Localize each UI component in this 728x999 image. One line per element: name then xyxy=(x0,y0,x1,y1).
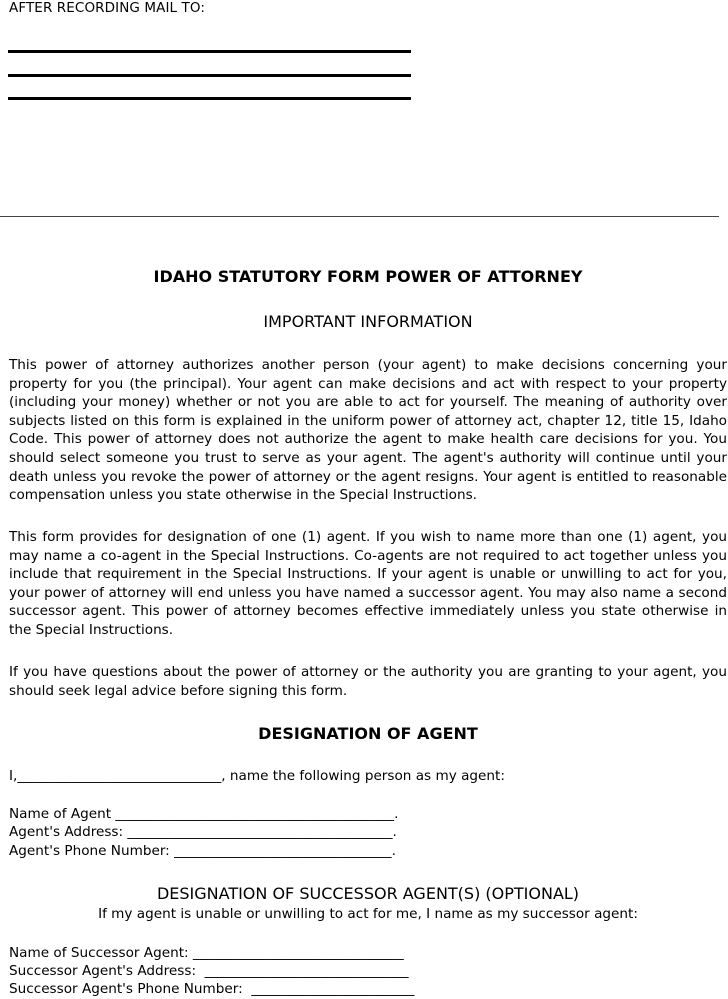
agent-phone-field[interactable]: Agent's Phone Number: ________________________________. xyxy=(9,843,396,859)
document-title: IDAHO STATUTORY FORM POWER OF ATTORNEY xyxy=(153,267,583,286)
important-information-heading: IMPORTANT INFORMATION xyxy=(263,312,473,331)
successor-agent-heading: DESIGNATION OF SUCCESSOR AGENT(S) (OPTIONAL) xyxy=(156,884,580,903)
recording-mail-label: AFTER RECORDING MAIL TO: xyxy=(9,0,206,16)
successor-agent-intro: If my agent is unable or unwilling to act for me, I name as my successor agent: xyxy=(98,906,638,922)
principal-name-field[interactable]: I,______________________________, name the following person as my agent: xyxy=(9,768,505,784)
recording-divider xyxy=(0,216,719,217)
successor-address-field[interactable]: Successor Agent's Address: ______________________________ xyxy=(9,963,409,979)
mail-address-line-3[interactable] xyxy=(8,97,411,100)
successor-name-field[interactable]: Name of Successor Agent: _______________________________ xyxy=(9,945,404,961)
successor-phone-field[interactable]: Successor Agent's Phone Number: ________________________ xyxy=(9,981,415,997)
mail-address-line-1[interactable] xyxy=(8,50,411,53)
paragraph-authority: This power of attorney authorizes another person (your agent) to make decisions concerning your property for you (the principal). Your agent can make decisions and act with respect to your property (including your money) whether or not you are able to act for yourself. The meaning of authority over subjects listed on this form is explained in the uniform power of attorney act, chapter 12, title 15, Idaho Code. This power of attorney does not authorize the agent to make health care decisions for you. You should select someone you trust to serve as your agent. The agent's authority will continue until your death unless you revoke the power of attorney or the agent resigns. Your agent is entitled to reasonable compensation unless you state otherwise in the Special Instructions. xyxy=(9,357,727,504)
agent-name-field[interactable]: Name of Agent _________________________________________. xyxy=(9,806,399,822)
paragraph-agents: This form provides for designation of one (1) agent. If you wish to name more than one (1) agent, you may name a co-agent in the Special Instructions. Co-agents are not required to act together unless you include that requirement in the Special Instructions. If your agent is unable or unwilling to act for you, your power of attorney will end unless you have named a successor agent. You may also name a second successor agent. This power of attorney becomes effective immediately unless you state otherwise in the Special Instructions. xyxy=(9,529,727,638)
designation-of-agent-heading: DESIGNATION OF AGENT xyxy=(258,724,478,743)
agent-address-field[interactable]: Agent's Address: _______________________________________. xyxy=(9,824,397,840)
paragraph-legal-advice: If you have questions about the power of attorney or the authority you are granting to your agent, you should seek legal advice before signing this form. xyxy=(9,664,727,699)
mail-address-line-2[interactable] xyxy=(8,74,411,77)
